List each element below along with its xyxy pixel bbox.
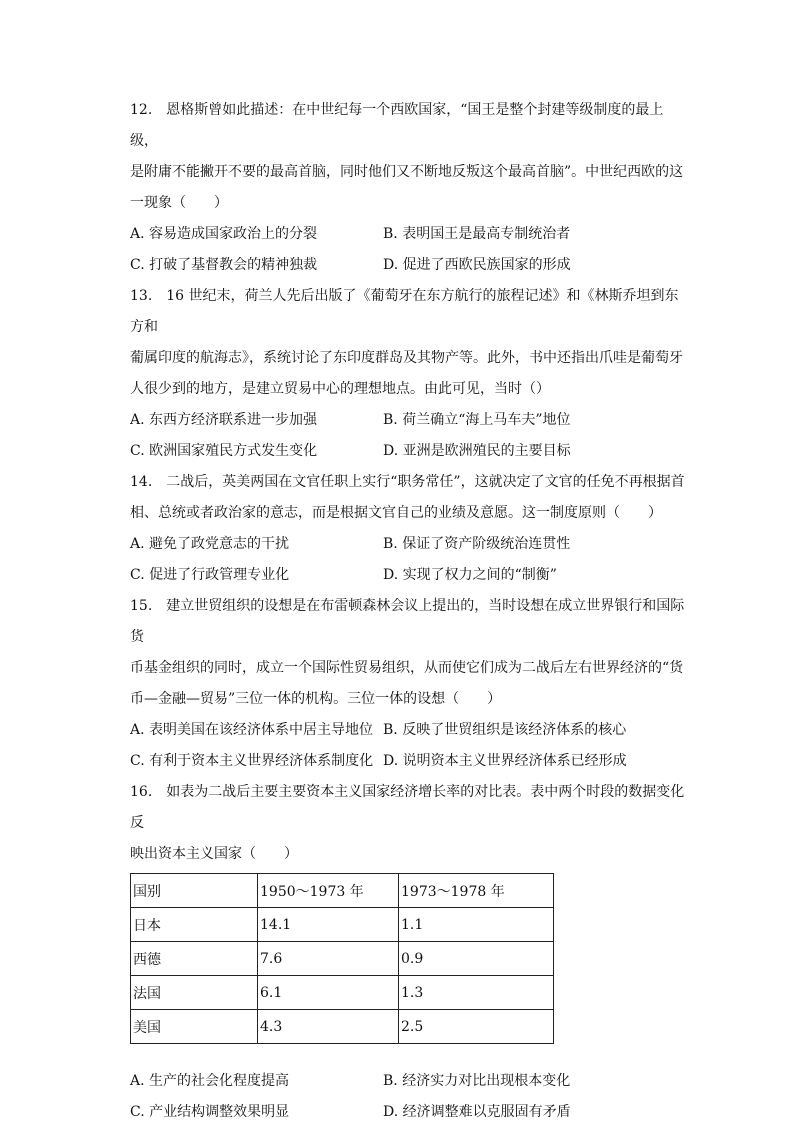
option-a[interactable]: A. 避免了政党意志的干扰 — [130, 536, 290, 552]
table-cell: 0.9 — [399, 942, 554, 976]
option-b[interactable]: B. 表明国王是最高专制统治者 — [383, 226, 571, 242]
question-line: 一现象（ ） — [130, 195, 228, 211]
option-d[interactable]: D. 促进了西欧民族国家的形成 — [383, 257, 571, 273]
question-line: 映出资本主义国家（ ） — [130, 846, 298, 862]
option-d[interactable]: D. 实现了权力之间的“制衡” — [383, 567, 557, 583]
table-row — [131, 976, 554, 1010]
question-14-stem — [130, 467, 685, 529]
question-line: 币基金组织的同时，成立一个国际性贸易组织，从而使它们成为二战后左右世界经济的“货 — [130, 660, 684, 676]
question-16-stem — [130, 777, 685, 870]
option-d[interactable]: D. 经济调整难以克服固有矛盾 — [383, 1104, 571, 1120]
question-15-options — [130, 715, 685, 777]
question-line: 15. 建立世贸组织的设想是在布雷顿森林会议上提出的，当时设想在成立世界银行和国际货 — [130, 598, 685, 645]
option-a[interactable]: A. 容易造成国家政治上的分裂 — [130, 226, 318, 242]
question-13-options — [130, 405, 685, 467]
question-15 — [130, 591, 685, 777]
table-cell: 14.1 — [258, 908, 399, 942]
table-cell: 2.5 — [399, 1010, 554, 1044]
question-line: 16. 如表为二战后主要主要资本主义国家经济增长率的对比表。表中两个时段的数据变化反 — [130, 784, 685, 831]
option-b[interactable]: B. 经济实力对比出现根本变化 — [383, 1073, 571, 1089]
table-cell: 法国 — [131, 976, 258, 1010]
option-a[interactable]: A. 表明美国在该经济体系中居主导地位 — [130, 722, 374, 738]
question-12-options — [130, 219, 685, 281]
question-13 — [130, 281, 685, 467]
table-cell: 1.3 — [399, 976, 554, 1010]
option-c[interactable]: C. 产业结构调整效果明显 — [130, 1104, 290, 1120]
question-16 — [130, 777, 685, 1128]
table-row — [131, 1010, 554, 1044]
question-line: 13. 16 世纪末，荷兰人先后出版了《葡萄牙在东方航行的旅程记述》和《林斯乔坦到东方和 — [130, 288, 679, 335]
table-row — [131, 942, 554, 976]
table-cell: 6.1 — [258, 976, 399, 1010]
option-a[interactable]: A. 生产的社会化程度提高 — [130, 1073, 290, 1089]
option-c[interactable]: C. 有利于资本主义世界经济体系制度化 — [130, 753, 374, 769]
question-line: 相、总统或者政治家的意志，而是根据文官自己的业绩及意愿。这一制度原则（ ） — [130, 505, 662, 521]
question-line: 是附庸不能撇开不要的最高首脑，同时他们又不断地反叛这个最高首脑”。中世纪西欧的这 — [130, 164, 684, 180]
question-14-options — [130, 529, 685, 591]
option-b[interactable]: B. 荷兰确立“海上马车夫”地位 — [383, 412, 571, 428]
question-14 — [130, 467, 685, 591]
option-c[interactable]: C. 促进了行政管理专业化 — [130, 567, 290, 583]
option-a[interactable]: A. 东西方经济联系进一步加强 — [130, 412, 318, 428]
question-line: 币—金融—贸易”三位一体的机构。三位一体的设想（ ） — [130, 691, 502, 707]
growth-rate-table — [130, 873, 554, 1044]
option-d[interactable]: D. 亚洲是欧洲殖民的主要目标 — [383, 443, 571, 459]
question-15-stem — [130, 591, 685, 715]
table-header-cell: 1973～1978 年 — [399, 874, 554, 908]
question-line: 14. 二战后，英美两国在文官任职上实行“职务常任”，这就决定了文官的任免不再根据首 — [130, 474, 685, 490]
question-16-options — [130, 1066, 685, 1128]
table-cell: 7.6 — [258, 942, 399, 976]
option-c[interactable]: C. 欧洲国家殖民方式发生变化 — [130, 443, 318, 459]
question-12-stem — [130, 95, 685, 219]
table-row — [131, 908, 554, 942]
table-cell: 西德 — [131, 942, 258, 976]
option-c[interactable]: C. 打破了基督教会的精神独裁 — [130, 257, 318, 273]
table-header-cell: 1950～1973 年 — [258, 874, 399, 908]
option-d[interactable]: D. 说明资本主义世界经济体系已经形成 — [383, 753, 627, 769]
option-b[interactable]: B. 保证了资产阶级统治连贯性 — [383, 536, 571, 552]
question-line: 人很少到的地方，是建立贸易中心的理想地点。由此可见，当时（） — [130, 381, 550, 397]
question-line: 葡属印度的航海志》，系统讨论了东印度群岛及其物产等。此外，书中还指出爪哇是葡萄牙 — [130, 350, 683, 366]
table-cell: 美国 — [131, 1010, 258, 1044]
option-b[interactable]: B. 反映了世贸组织是该经济体系的核心 — [383, 722, 627, 738]
question-line: 12. 恩格斯曾如此描述：在中世纪每一个西欧国家，“国王是整个封建等级制度的最上级， — [130, 102, 664, 149]
question-13-stem — [130, 281, 685, 405]
table-cell: 日本 — [131, 908, 258, 942]
table-cell: 1.1 — [399, 908, 554, 942]
question-12 — [130, 95, 685, 281]
table-header-cell: 国别 — [131, 874, 258, 908]
table-cell: 4.3 — [258, 1010, 399, 1044]
exam-page — [130, 95, 685, 1128]
table-header-row — [131, 874, 554, 908]
